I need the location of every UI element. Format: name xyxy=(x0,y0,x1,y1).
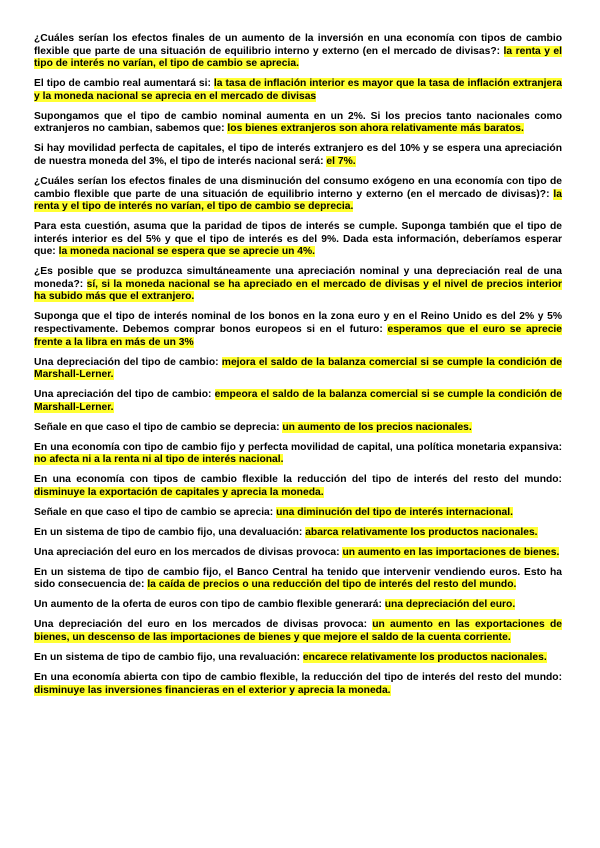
qa-item xyxy=(34,111,562,136)
qa-item xyxy=(34,567,562,592)
question-text: Una apreciación del tipo de cambio: xyxy=(34,389,215,401)
question-text: ¿Cuáles serían los efectos finales de una disminución del consumo exógeno en una economía con tipo de cambio flexible que parte de una situación de equilibrio interno y externo (en el mercado de divisas)?: xyxy=(34,175,562,200)
qa-item xyxy=(34,672,562,697)
question-text: Una apreciación del euro en los mercados de divisas provoca: xyxy=(34,546,343,558)
qa-item xyxy=(34,599,562,612)
question-text: Si hay movilidad perfecta de capitales, el tipo de interés extranjero es del 10% y se espera una apreciación de nuestra moneda del 3%, el tipo de interés nacional será: xyxy=(34,143,562,167)
highlighted-answer: un aumento de los precios nacionales. xyxy=(282,421,472,433)
qa-item xyxy=(34,176,562,214)
question-text: En un sistema de tipo de cambio fijo, el Banco Central ha tenido que intervenir vendiendo euros. Esto ha sido consecuencia de: xyxy=(34,566,562,591)
highlighted-answer: una depreciación del euro. xyxy=(384,599,516,611)
highlighted-answer: una diminución del tipo de interés internacional. xyxy=(276,506,513,518)
highlighted-answer: mejora el saldo de la balanza comercial si se cumple la condición de Marshall-Lerner. xyxy=(34,356,562,381)
question-text: En una economía con tipo de cambio fijo y perfecta movilidad de capital, una política monetaria expansiva: xyxy=(34,441,562,453)
document-page xyxy=(34,33,562,705)
highlighted-answer: los bienes extranjeros son ahora relativamente más baratos. xyxy=(227,123,524,135)
qa-item xyxy=(34,389,562,414)
qa-item xyxy=(34,442,562,467)
highlighted-answer: abarca relativamente los productos nacionales. xyxy=(305,526,538,538)
highlighted-answer: esperamos que el euro se aprecie frente a la libra en más de un 3% xyxy=(34,324,563,348)
highlighted-answer: la caída de precios o una reducción del tipo de interés del resto del mundo. xyxy=(147,579,517,591)
highlighted-answer: disminuye las inversiones financieras en el exterior y aprecia la moneda. xyxy=(34,684,391,696)
question-text: ¿Cuáles serían los efectos finales de un aumento de la inversión en una economía con tipos de cambio flexible que parte de una situación de equilibrio interno y externo (en el mercado de divisas?: xyxy=(34,33,562,57)
highlighted-answer: la renta y el tipo de interés no varían, el tipo de cambio se deprecia. xyxy=(34,188,562,213)
question-text: Suponga que el tipo de interés nominal de los bonos en la zona euro y en el Reino Unido es del 2% y 5% respectivamente. Debemos comprar bonos europeos si en el futuro: xyxy=(34,311,562,336)
highlighted-answer: la tasa de inflación interior es mayor que la tasa de inflación extranjera y la moneda nacional se aprecia en el mercado de divisas xyxy=(34,78,562,102)
highlighted-answer: encarece relativamente los productos nacionales. xyxy=(302,651,547,663)
qa-item xyxy=(34,547,562,560)
highlighted-answer: no afecta ni a la renta ni al tipo de interés nacional. xyxy=(34,454,284,466)
question-text: Una depreciación del euro en los mercados de divisas provoca: xyxy=(34,619,373,631)
qa-item xyxy=(34,143,562,168)
qa-item xyxy=(34,652,562,665)
qa-item xyxy=(34,527,562,540)
question-text: En un sistema de tipo de cambio fijo, una devaluación: xyxy=(34,526,306,538)
qa-item xyxy=(34,357,562,382)
highlighted-answer: la renta y el tipo de interés no varían, el tipo de cambio se aprecia. xyxy=(34,45,562,70)
question-text: Para esta cuestión, asuma que la paridad de tipos de interés se cumple. Suponga también que el tipo de interés interior es del 5% y que el tipo de interés es del 9%. Dada esta información, deberíamos esperar que: xyxy=(34,221,562,258)
highlighted-answer: el 7%. xyxy=(326,155,356,167)
question-text: En una economía con tipos de cambio flexible la reducción del tipo de interés del resto del mundo: xyxy=(34,474,562,486)
highlighted-answer: sí, si la moneda nacional se ha apreciado en el mercado de divisas y el nivel de precios interior ha subido más que el extranjero. xyxy=(34,278,562,303)
qa-item xyxy=(34,311,562,349)
highlighted-answer: un aumento en las exportaciones de bienes, un descenso de las importaciones de bienes y que mejore el saldo de la cuenta corriente. xyxy=(34,619,562,643)
question-text: Señale en que caso el tipo de cambio se aprecia: xyxy=(34,506,277,518)
qa-item xyxy=(34,221,562,259)
highlighted-answer: un aumento en las importaciones de bienes. xyxy=(342,546,560,558)
highlighted-answer: disminuye la exportación de capitales y aprecia la moneda. xyxy=(34,486,324,498)
qa-item xyxy=(34,422,562,435)
question-text: Un aumento de la oferta de euros con tipo de cambio flexible generará: xyxy=(34,599,385,611)
qa-item xyxy=(34,266,562,304)
qa-item xyxy=(34,507,562,520)
qa-item xyxy=(34,33,562,71)
highlighted-answer: empeora el saldo de la balanza comercial si se cumple la condición de Marshall-Lerner. xyxy=(34,389,562,413)
qa-item xyxy=(34,474,562,499)
question-text: Una depreciación del tipo de cambio: xyxy=(34,356,222,368)
question-text: ¿Es posible que se produzca simultáneamente una apreciación nominal y una depreciación real de una moneda?: xyxy=(34,266,562,290)
question-text: Señale en que caso el tipo de cambio se deprecia: xyxy=(34,421,283,433)
question-text: Supongamos que el tipo de cambio nominal aumenta en un 2%. Si los precios tanto nacionales como extranjeros no cambian, sabemos que: xyxy=(34,110,562,135)
question-text: En un sistema de tipo de cambio fijo, una revaluación: xyxy=(34,651,303,663)
question-text: El tipo de cambio real aumentará si: xyxy=(34,78,214,90)
qa-item xyxy=(34,619,562,644)
qa-item xyxy=(34,78,562,103)
question-text: En una economía abierta con tipo de cambio flexible, la reducción del tipo de interés del resto del mundo: xyxy=(34,671,562,683)
highlighted-answer: la moneda nacional se espera que se aprecie un 4%. xyxy=(58,246,315,258)
